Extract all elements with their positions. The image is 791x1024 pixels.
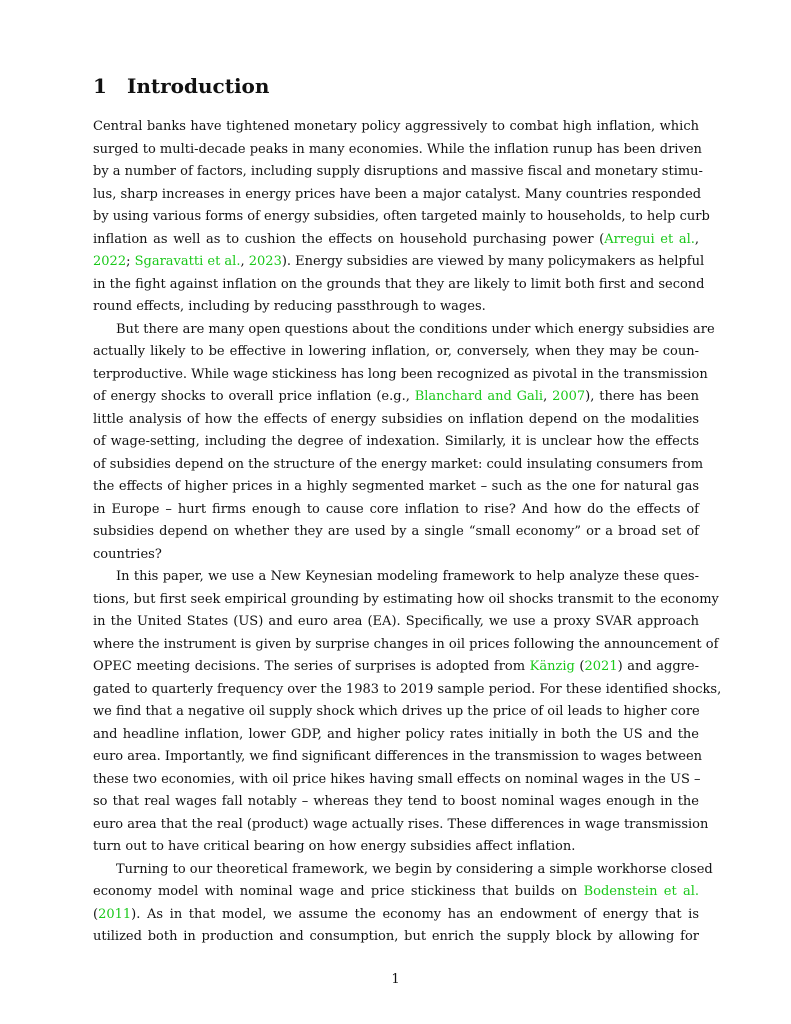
text-run: surged to multi-decade peaks in many economies. While the inflation runup has been driven (93, 141, 702, 157)
section-title: Introduction (127, 74, 270, 98)
text-line (93, 836, 699, 859)
text-line (93, 139, 702, 162)
text-run: , (543, 389, 553, 404)
text-line (93, 904, 699, 927)
text-line (93, 859, 713, 882)
text-line (93, 544, 699, 567)
text-line (93, 881, 699, 904)
text-line (93, 566, 699, 589)
text-line (93, 769, 699, 792)
citation-link[interactable]: Blanchard and Gali (414, 389, 544, 404)
text-run: , (240, 254, 249, 269)
citation-link[interactable]: 2007 (552, 389, 586, 404)
text-run: the effects of higher prices in a highly segmented market – such as the one for natural gas (93, 479, 699, 494)
text-line (93, 701, 699, 724)
text-line (93, 274, 705, 297)
page-number: 1 (391, 972, 400, 987)
citation-link[interactable]: Arregui et al. (604, 231, 695, 247)
text-line (93, 251, 705, 274)
text-line (93, 814, 709, 837)
text-run: ( (574, 659, 585, 674)
citation-link[interactable]: Bodenstein et al. (583, 884, 699, 899)
body-text (93, 116, 722, 949)
text-line (93, 409, 699, 432)
text-run: round effects, including by reducing passthrough to wages. (93, 299, 486, 314)
text-line (93, 296, 699, 319)
citation-link[interactable]: 2011 (98, 906, 132, 922)
text-line (93, 184, 702, 207)
text-line (93, 161, 703, 184)
text-line (93, 431, 699, 454)
text-run: terproductive. While wage stickiness has long been recognized as pivotal in the transmission (93, 366, 708, 382)
text-run: gated to quarterly frequency over the 1983 to 2019 sample period. For these identified shocks, (93, 681, 722, 697)
text-run: in Europe – hurt firms enough to cause core inflation to rise? And how do the effects of (93, 501, 699, 517)
text-run: But there are many open questions about the conditions under which energy subsidies are (116, 321, 715, 337)
text-run: ; (126, 254, 135, 269)
text-run: lus, sharp increases in energy prices have been a major catalyst. Many countries responded (93, 186, 702, 202)
text-run: these two economies, with oil price hikes having small effects on nominal wages in the US – (93, 771, 701, 787)
text-run: economy model with nominal wage and price stickiness that builds on (93, 884, 584, 899)
text-line (93, 454, 704, 477)
text-run: by using various forms of energy subsidies, often targeted mainly to households, to help curb (93, 209, 710, 224)
text-run: euro area. Importantly, we find significant differences in the transmission to wages between (93, 749, 703, 764)
text-run: of subsidies depend on the structure of the energy market: could insulating consumers from (93, 456, 704, 472)
text-run: of energy shocks to overall price inflation (e.g., (93, 389, 415, 404)
text-run: euro area that the real (product) wage actually rises. These differences in wage transmission (93, 816, 709, 832)
text-run: OPEC meeting decisions. The series of surprises is adopted from (93, 659, 530, 674)
citation-link[interactable]: 2021 (584, 659, 618, 674)
paragraph (93, 116, 710, 319)
text-run: , (694, 231, 700, 247)
text-run: Central banks have tightened monetary policy aggressively to combat high inflation, which (93, 119, 699, 134)
text-run: where the instrument is given by surprise changes in oil prices following the announcement of (93, 636, 719, 652)
text-line (93, 364, 708, 387)
text-line (93, 341, 699, 364)
text-run: in the fight against inflation on the grounds that they are likely to limit both first and second (93, 276, 705, 292)
text-run: of wage-setting, including the degree of indexation. Similarly, it is unclear how the effects (93, 434, 699, 449)
text-run: tions, but first seek empirical grounding by estimating how oil shocks transmit to the economy (93, 591, 719, 607)
text-line (93, 521, 699, 544)
text-run: little analysis of how the effects of energy subsidies on inflation depend on the modalities (93, 411, 699, 427)
text-run: subsidies depend on whether they are used by a single “small economy” or a broad set of (93, 524, 699, 539)
text-line (93, 476, 699, 499)
text-run: so that real wages fall notably – whereas they tend to boost nominal wages enough in the (93, 794, 699, 809)
text-run: countries? (93, 546, 162, 562)
text-run: and headline inflation, lower GDP, and higher policy rates initially in both the US and the (93, 726, 699, 742)
paragraph (93, 319, 715, 567)
text-line (93, 386, 699, 409)
paragraph (93, 859, 713, 949)
text-line (93, 229, 699, 252)
text-run: turn out to have critical bearing on how energy subsidies affect inflation. (93, 839, 576, 854)
text-run: inflation as well as to cushion the effects on household purchasing power ( (93, 231, 605, 247)
text-line (93, 791, 699, 814)
text-run: ). Energy subsidies are viewed by many policymakers as helpful (281, 254, 705, 269)
text-run: utilized both in production and consumption, but enrich the supply block by allowing for (93, 929, 699, 944)
citation-link[interactable]: 2023 (248, 254, 282, 269)
text-run: Turning to our theoretical framework, we begin by considering a simple workhorse closed (116, 861, 713, 877)
text-run: actually likely to be effective in lowering inflation, or, conversely, when they may be coun- (93, 344, 699, 359)
citation-link[interactable]: Sgaravatti et al. (134, 254, 241, 269)
text-run: ) and aggre- (617, 659, 699, 674)
text-run: by a number of factors, including supply disruptions and massive fiscal and monetary stimu- (93, 164, 703, 179)
text-run: ), there has been (585, 389, 700, 404)
text-line (93, 319, 715, 342)
text-line (93, 746, 703, 769)
text-line (93, 724, 699, 747)
text-run: in the United States (US) and euro area (EA). Specifically, we use a proxy SVAR approach (93, 614, 699, 629)
text-line (93, 589, 719, 612)
citation-link[interactable]: Känzig (529, 659, 575, 674)
paragraph (93, 566, 722, 859)
text-line (93, 926, 699, 949)
text-line (93, 656, 699, 679)
section-number: 1 (93, 74, 107, 98)
text-run: ). As in that model, we assume the economy has an endowment of energy that is (131, 906, 699, 922)
citation-link[interactable]: 2022 (93, 254, 127, 269)
text-line (93, 116, 699, 139)
text-run: we find that a negative oil supply shock which drives up the price of oil leads to higher core (93, 704, 700, 719)
text-run: In this paper, we use a New Keynesian modeling framework to help analyze these ques- (116, 569, 699, 584)
text-line (93, 634, 719, 657)
text-line (93, 611, 699, 634)
text-line (93, 206, 710, 229)
section-heading (93, 74, 269, 98)
text-line (93, 679, 722, 702)
text-run: ( (93, 906, 99, 922)
text-line (93, 499, 699, 522)
